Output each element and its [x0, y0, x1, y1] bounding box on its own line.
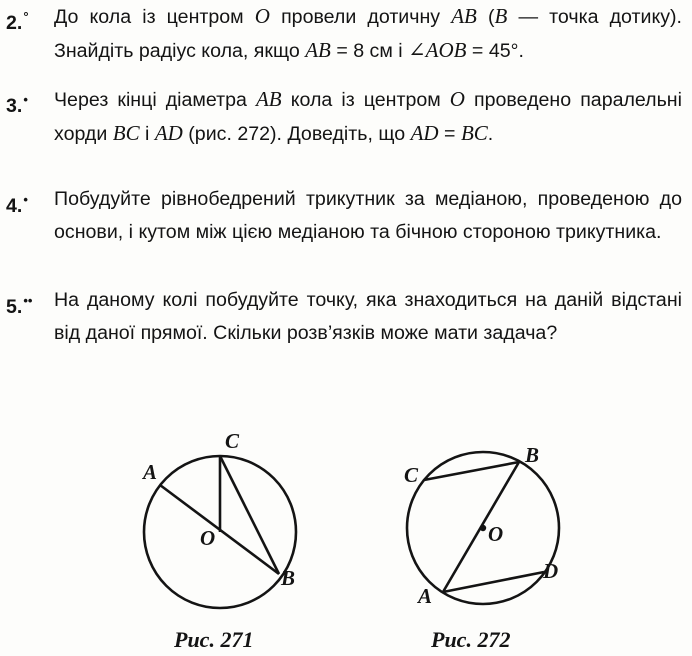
- label-b-271: B: [281, 566, 296, 590]
- problem-text: До кола із центром O провели дотичну AB (B — точка дотику). Знайдіть радіус кола, якщо AB = 8 см і ∠AOB = 45°.: [54, 4, 682, 62]
- label-a-271: A: [143, 460, 158, 484]
- caption-272: Рис. 272: [431, 627, 511, 652]
- label-o-272: O: [488, 522, 504, 546]
- center-dot-272: [480, 525, 486, 531]
- caption-271: Рис. 271: [174, 627, 254, 652]
- problem-number: 2.°: [6, 9, 29, 34]
- label-b-272: B: [525, 443, 540, 467]
- problem-text: На даному колі побудуйте точку, яка знаходиться на даній відстані від даної прямої. Скільки розв’язків може мати задача?: [54, 289, 682, 344]
- chord-bc-272: [424, 462, 519, 480]
- problem-number: 4.•: [6, 192, 28, 217]
- problem-text: Через кінці діаметра AB кола із центром O проведено паралельні хорди BC і AD (рис. 272). Доведіть, що AD = BC.: [54, 87, 682, 145]
- label-o-271: O: [200, 526, 216, 550]
- label-c-272: C: [404, 463, 419, 487]
- problem-text: Побудуйте рівнобедрений трикутник за медіаною, проведеною до основи, і кутом між цією медіаною та бічною стороною трикутника.: [54, 188, 682, 243]
- label-c-271: C: [225, 429, 240, 453]
- label-a-272: A: [418, 584, 433, 608]
- problem-number: 5.••: [6, 293, 33, 318]
- figure-271: [144, 456, 296, 608]
- problem-number: 3.•: [6, 92, 28, 117]
- label-d-272: D: [543, 559, 559, 583]
